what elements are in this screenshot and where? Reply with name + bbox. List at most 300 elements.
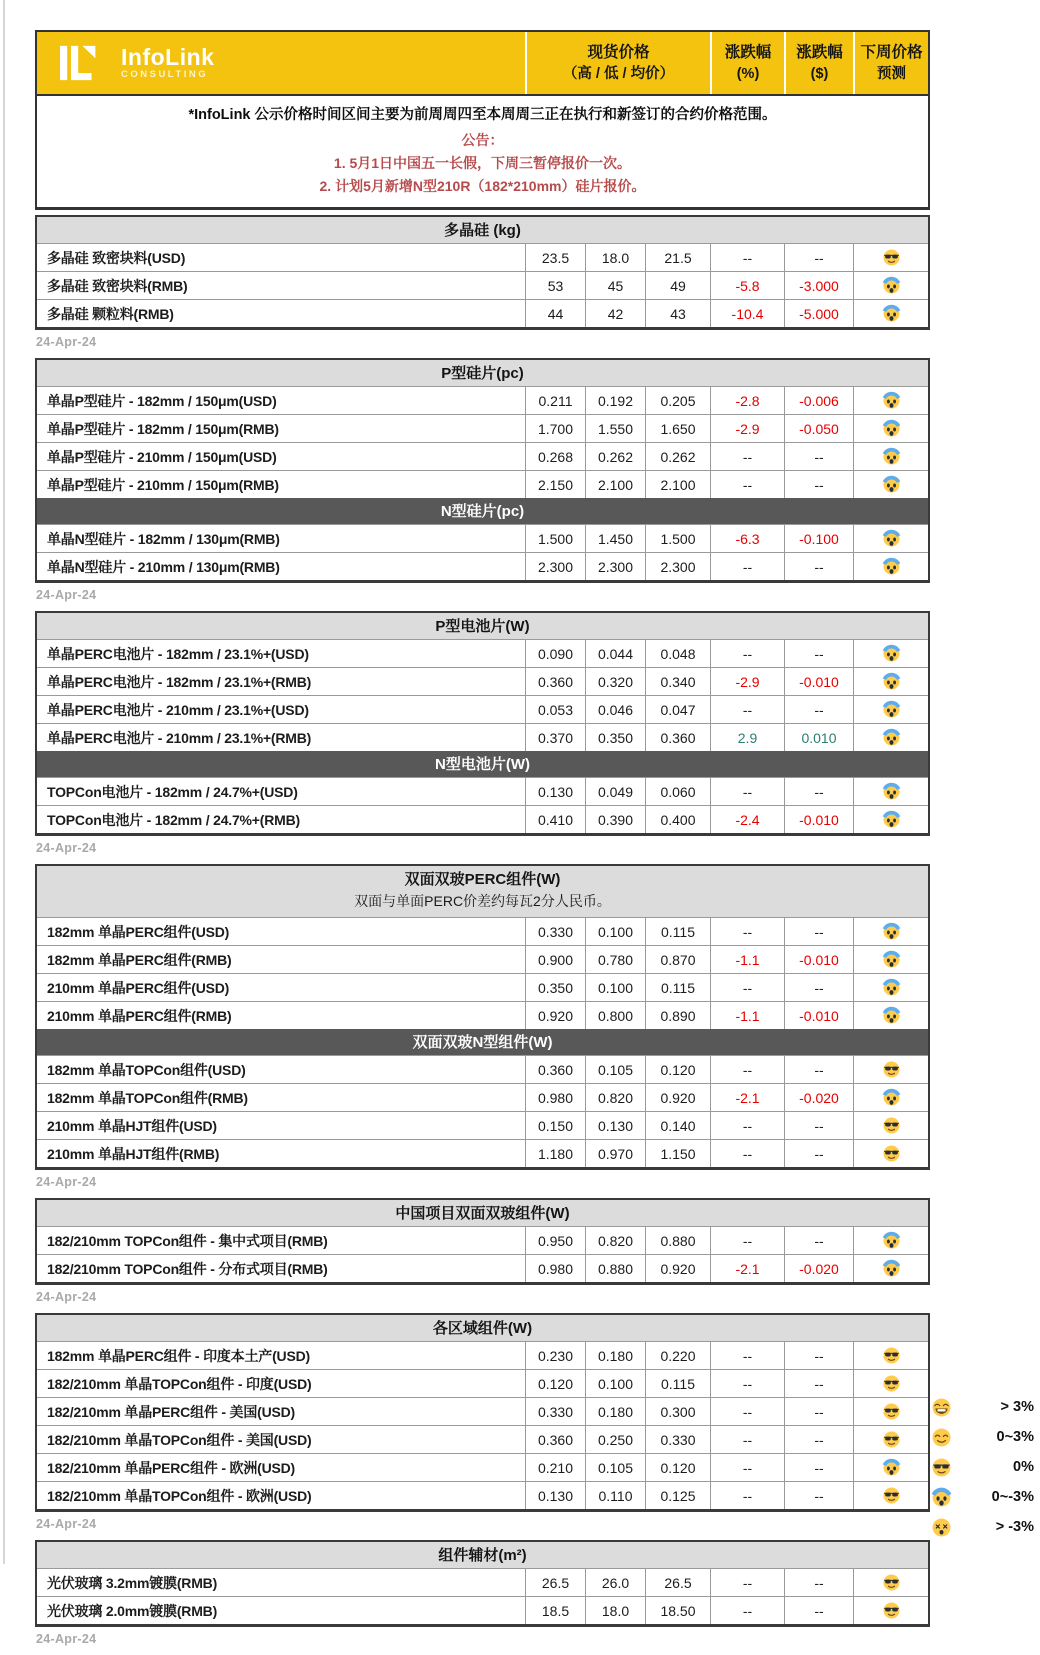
table-row — [37, 1254, 928, 1282]
column-header-change-usd — [784, 32, 853, 94]
forecast-cell — [853, 1255, 928, 1282]
forecast-cell — [853, 1084, 928, 1111]
emoji-scream-icon — [883, 811, 900, 828]
section-header — [37, 1315, 928, 1341]
usd-change-cell: -0.010 — [784, 1002, 853, 1029]
forecast-cell — [853, 806, 928, 833]
avg-price-cell: 0.340 — [645, 668, 710, 695]
section-header — [37, 751, 928, 777]
high-price-cell: 0.211 — [525, 387, 585, 414]
table-row — [37, 777, 928, 805]
low-price-cell: 1.550 — [585, 415, 645, 442]
forecast-cell — [853, 1056, 928, 1083]
low-price-cell: 0.820 — [585, 1227, 645, 1254]
product-label: TOPCon电池片 - 182mm / 24.7%+(RMB) — [47, 811, 300, 828]
high-price-cell: 0.360 — [525, 1426, 585, 1453]
section-date: 24-Apr-24 — [36, 588, 97, 602]
low-price-cell: 0.130 — [585, 1112, 645, 1139]
pct-change-cell: -- — [710, 974, 784, 1001]
usd-change-cell: -0.050 — [784, 415, 853, 442]
legend-label: > -3% — [995, 1519, 1034, 1535]
table-row — [37, 1425, 928, 1453]
emoji-cool-icon — [883, 249, 900, 266]
product-label: 单晶P型硅片 - 210mm / 150μm(RMB) — [47, 476, 279, 493]
forecast-cell — [853, 1112, 928, 1139]
emoji-cool-icon — [883, 1347, 900, 1364]
pct-change-cell: -- — [710, 1112, 784, 1139]
emoji-scream-icon — [883, 392, 900, 409]
column-header-text: （高 / 低 / 均价） — [562, 66, 675, 82]
emoji-cool-icon — [883, 1431, 900, 1448]
product-label: 单晶N型硅片 - 210mm / 130μm(RMB) — [47, 558, 280, 575]
pct-change-cell: -- — [710, 1482, 784, 1509]
section-header — [37, 866, 928, 917]
legend-label: 0% — [1013, 1459, 1034, 1475]
forecast-cell — [853, 778, 928, 805]
high-price-cell: 0.330 — [525, 1398, 585, 1425]
avg-price-cell: 0.870 — [645, 946, 710, 973]
low-price-cell: 0.320 — [585, 668, 645, 695]
pct-change-cell: -1.1 — [710, 1002, 784, 1029]
low-price-cell: 2.300 — [585, 553, 645, 580]
usd-change-cell: -5.000 — [784, 300, 853, 327]
avg-price-cell: 43 — [645, 300, 710, 327]
product-label: 单晶PERC电池片 - 182mm / 23.1%+(USD) — [47, 645, 309, 662]
pct-change-cell: -- — [710, 1398, 784, 1425]
legend-item — [932, 1512, 1034, 1542]
table-row — [37, 805, 928, 833]
avg-price-cell: 0.920 — [645, 1084, 710, 1111]
low-price-cell: 0.100 — [585, 974, 645, 1001]
high-price-cell: 0.150 — [525, 1112, 585, 1139]
forecast-legend — [932, 1392, 1034, 1542]
high-price-cell: 2.300 — [525, 553, 585, 580]
emoji-scream-icon — [883, 1232, 900, 1249]
low-price-cell: 0.100 — [585, 918, 645, 945]
table-row — [37, 1226, 928, 1254]
section-title: 各区域组件(W) — [432, 1320, 533, 1337]
avg-price-cell: 0.920 — [645, 1255, 710, 1282]
low-price-cell: 0.250 — [585, 1426, 645, 1453]
emoji-grin-icon — [932, 1398, 958, 1417]
section-header — [37, 360, 928, 386]
usd-change-cell: -- — [784, 1370, 853, 1397]
usd-change-cell: -- — [784, 244, 853, 271]
pct-change-cell: -1.1 — [710, 946, 784, 973]
emoji-scream-icon — [883, 923, 900, 940]
table-row — [37, 524, 928, 552]
product-label: 182/210mm 单晶PERC组件 - 欧洲(USD) — [47, 1459, 296, 1476]
table-row — [37, 917, 928, 945]
product-label: 210mm 单晶PERC组件(RMB) — [47, 1007, 232, 1024]
low-price-cell: 0.780 — [585, 946, 645, 973]
pct-change-cell: -- — [710, 1342, 784, 1369]
section-header — [37, 1542, 928, 1568]
legend-emoji-wrap — [932, 1518, 958, 1537]
avg-price-cell: 0.890 — [645, 1002, 710, 1029]
product-label: 182mm 单晶PERC组件(USD) — [47, 923, 230, 940]
table-row — [37, 243, 928, 271]
product-label: 光伏玻璃 3.2mm镀膜(RMB) — [47, 1574, 218, 1591]
forecast-cell — [853, 1597, 928, 1624]
section-subtitle: 双面与单面PERC价差约每瓦2分人民币。 — [354, 893, 611, 909]
pct-change-cell: -- — [710, 918, 784, 945]
table-column-header — [37, 32, 928, 94]
emoji-scream-icon — [883, 277, 900, 294]
product-label: 182/210mm TOPCon组件 - 分布式项目(RMB) — [47, 1260, 328, 1277]
table-row — [37, 639, 928, 667]
forecast-cell — [853, 974, 928, 1001]
legend-emoji-wrap — [932, 1398, 958, 1417]
high-price-cell: 1.180 — [525, 1140, 585, 1167]
product-label: 单晶PERC电池片 - 210mm / 23.1%+(USD) — [47, 701, 309, 718]
low-price-cell: 18.0 — [585, 1597, 645, 1624]
high-price-cell: 0.980 — [525, 1084, 585, 1111]
pct-change-cell: -6.3 — [710, 525, 784, 552]
price-block — [35, 611, 930, 836]
forecast-cell — [853, 300, 928, 327]
announcement-line-1: 1. 5月1日中国五一长假，下周三暂停报价一次。 — [333, 155, 632, 171]
usd-change-cell: -- — [784, 1112, 853, 1139]
table-row — [37, 667, 928, 695]
product-label: 单晶N型硅片 - 182mm / 130μm(RMB) — [47, 530, 280, 547]
low-price-cell: 0.110 — [585, 1482, 645, 1509]
forecast-cell — [853, 1426, 928, 1453]
product-label: 210mm 单晶PERC组件(USD) — [47, 979, 230, 996]
emoji-cool-icon — [883, 1145, 900, 1162]
usd-change-cell: -- — [784, 443, 853, 470]
usd-change-cell: -- — [784, 640, 853, 667]
high-price-cell: 0.360 — [525, 668, 585, 695]
section-header — [37, 613, 928, 639]
column-header-forecast — [853, 32, 928, 94]
avg-price-cell: 18.50 — [645, 1597, 710, 1624]
emoji-scream-icon — [883, 476, 900, 493]
avg-price-cell: 1.150 — [645, 1140, 710, 1167]
table-row — [37, 470, 928, 498]
forecast-cell — [853, 1370, 928, 1397]
table-row — [37, 271, 928, 299]
pct-change-cell: -- — [710, 1454, 784, 1481]
low-price-cell: 0.820 — [585, 1084, 645, 1111]
pct-change-cell: -2.9 — [710, 668, 784, 695]
high-price-cell: 0.210 — [525, 1454, 585, 1481]
emoji-scream-icon — [883, 673, 900, 690]
forecast-cell — [853, 1569, 928, 1596]
column-header-text: (%) — [736, 66, 760, 82]
price-section — [35, 1198, 930, 1313]
pct-change-cell: -2.9 — [710, 415, 784, 442]
product-label: 单晶P型硅片 - 210mm / 150μm(USD) — [47, 448, 277, 465]
price-section — [35, 215, 930, 358]
legend-emoji-wrap — [932, 1428, 958, 1447]
usd-change-cell: -- — [784, 1342, 853, 1369]
usd-change-cell: -- — [784, 1398, 853, 1425]
high-price-cell: 1.500 — [525, 525, 585, 552]
avg-price-cell: 2.100 — [645, 471, 710, 498]
pct-change-cell: -- — [710, 640, 784, 667]
low-price-cell: 0.192 — [585, 387, 645, 414]
avg-price-cell: 2.300 — [645, 553, 710, 580]
forecast-cell — [853, 946, 928, 973]
low-price-cell: 0.970 — [585, 1140, 645, 1167]
brand-text — [121, 45, 214, 81]
pct-change-cell: -10.4 — [710, 300, 784, 327]
column-header-text: ($) — [810, 66, 829, 82]
infolink-logo-icon — [53, 42, 111, 84]
forecast-cell — [853, 696, 928, 723]
usd-change-cell: -- — [784, 778, 853, 805]
emoji-scream-icon — [883, 305, 900, 322]
emoji-scream-icon — [883, 645, 900, 662]
brand-subtitle: CONSULTING — [121, 69, 209, 80]
table-row — [37, 695, 928, 723]
forecast-cell — [853, 443, 928, 470]
legend-item — [932, 1482, 1034, 1512]
pct-change-cell: -- — [710, 471, 784, 498]
usd-change-cell: -- — [784, 1140, 853, 1167]
section-title: 双面双玻PERC组件(W) — [404, 871, 561, 888]
emoji-scream-icon — [883, 729, 900, 746]
section-date: 24-Apr-24 — [36, 1290, 97, 1304]
low-price-cell: 0.180 — [585, 1398, 645, 1425]
high-price-cell: 0.370 — [525, 724, 585, 751]
avg-price-cell: 0.220 — [645, 1342, 710, 1369]
sheet-header-block — [35, 30, 930, 210]
forecast-cell — [853, 244, 928, 271]
usd-change-cell: -- — [784, 1482, 853, 1509]
pct-change-cell: -2.1 — [710, 1255, 784, 1282]
table-row — [37, 1083, 928, 1111]
table-row — [37, 1453, 928, 1481]
price-sections — [35, 215, 930, 1655]
avg-price-cell: 1.500 — [645, 525, 710, 552]
high-price-cell: 0.268 — [525, 443, 585, 470]
section-date: 24-Apr-24 — [36, 335, 97, 349]
emoji-smile-icon — [932, 1428, 958, 1447]
announcement-line-2: 2. 计划5月新增N型210R（182*210mm）硅片报价。 — [319, 178, 646, 194]
forecast-cell — [853, 668, 928, 695]
emoji-cool-icon — [883, 1403, 900, 1420]
forecast-cell — [853, 272, 928, 299]
emoji-cool-icon — [883, 1487, 900, 1504]
usd-change-cell: -0.010 — [784, 946, 853, 973]
avg-price-cell: 0.120 — [645, 1056, 710, 1083]
emoji-scream-icon — [883, 448, 900, 465]
section-title: 多晶硅 (kg) — [444, 222, 521, 239]
product-label: 多晶硅 颗粒料(RMB) — [47, 305, 174, 322]
pct-change-cell: -- — [710, 553, 784, 580]
high-price-cell: 0.980 — [525, 1255, 585, 1282]
forecast-cell — [853, 1482, 928, 1509]
usd-change-cell: -- — [784, 1597, 853, 1624]
product-label: 多晶硅 致密块料(RMB) — [47, 277, 188, 294]
usd-change-cell: -- — [784, 1569, 853, 1596]
emoji-cool-icon — [883, 1117, 900, 1134]
low-price-cell: 18.0 — [585, 244, 645, 271]
avg-price-cell: 26.5 — [645, 1569, 710, 1596]
notice-block — [37, 94, 928, 207]
high-price-cell: 0.900 — [525, 946, 585, 973]
price-block — [35, 358, 930, 583]
usd-change-cell: -3.000 — [784, 272, 853, 299]
pct-change-cell: -- — [710, 1569, 784, 1596]
high-price-cell: 0.090 — [525, 640, 585, 667]
emoji-scream-icon — [883, 1260, 900, 1277]
forecast-cell — [853, 1227, 928, 1254]
price-range-disclaimer: *InfoLink 公示价格时间区间主要为前周周四至本周周三正在执行和新签订的合约价格范围。 — [188, 107, 777, 123]
forecast-cell — [853, 415, 928, 442]
pct-change-cell: -2.4 — [710, 806, 784, 833]
usd-change-cell: -- — [784, 471, 853, 498]
section-title: 组件辅材(m²) — [438, 1547, 527, 1564]
emoji-cool-icon — [932, 1458, 958, 1477]
avg-price-cell: 0.205 — [645, 387, 710, 414]
pct-change-cell: -- — [710, 1056, 784, 1083]
low-price-cell: 0.390 — [585, 806, 645, 833]
page-edge-divider — [3, 0, 5, 1564]
usd-change-cell: -0.010 — [784, 668, 853, 695]
emoji-scream-icon — [883, 783, 900, 800]
low-price-cell: 1.450 — [585, 525, 645, 552]
pct-change-cell: -- — [710, 443, 784, 470]
product-label: 182/210mm 单晶TOPCon组件 - 美国(USD) — [47, 1431, 312, 1448]
product-label: 182mm 单晶PERC组件 - 印度本土产(USD) — [47, 1347, 310, 1364]
usd-change-cell: -- — [784, 1056, 853, 1083]
product-label: 光伏玻璃 2.0mm镀膜(RMB) — [47, 1602, 218, 1619]
table-row — [37, 1397, 928, 1425]
product-label: 210mm 单晶HJT组件(USD) — [47, 1117, 217, 1134]
emoji-scream-icon — [932, 1488, 958, 1507]
high-price-cell: 0.350 — [525, 974, 585, 1001]
product-label: 单晶PERC电池片 - 182mm / 23.1%+(RMB) — [47, 673, 312, 690]
table-row — [37, 1596, 928, 1624]
section-title: 双面双玻N型组件(W) — [412, 1034, 553, 1051]
emoji-scream-icon — [883, 558, 900, 575]
low-price-cell: 2.100 — [585, 471, 645, 498]
brand-name: InfoLink — [121, 44, 215, 70]
price-section — [35, 1540, 930, 1655]
legend-label: 0~3% — [996, 1429, 1034, 1445]
section-header — [37, 1029, 928, 1055]
price-block — [35, 1313, 930, 1512]
high-price-cell: 0.360 — [525, 1056, 585, 1083]
usd-change-cell: 0.010 — [784, 724, 853, 751]
table-row — [37, 723, 928, 751]
column-header-text: 下周价格 — [860, 44, 923, 61]
product-label: 210mm 单晶HJT组件(RMB) — [47, 1145, 220, 1162]
table-row — [37, 386, 928, 414]
high-price-cell: 0.230 — [525, 1342, 585, 1369]
avg-price-cell: 0.048 — [645, 640, 710, 667]
product-label: 多晶硅 致密块料(USD) — [47, 249, 186, 266]
section-title: P型硅片(pc) — [441, 365, 524, 382]
forecast-cell — [853, 553, 928, 580]
section-header — [37, 217, 928, 243]
section-title: N型电池片(W) — [435, 756, 530, 773]
low-price-cell: 42 — [585, 300, 645, 327]
avg-price-cell: 0.400 — [645, 806, 710, 833]
high-price-cell: 44 — [525, 300, 585, 327]
emoji-cool-icon — [883, 1574, 900, 1591]
table-row — [37, 442, 928, 470]
avg-price-cell: 0.300 — [645, 1398, 710, 1425]
forecast-cell — [853, 640, 928, 667]
legend-item — [932, 1392, 1034, 1422]
avg-price-cell: 49 — [645, 272, 710, 299]
table-row — [37, 299, 928, 327]
high-price-cell: 18.5 — [525, 1597, 585, 1624]
usd-change-cell: -- — [784, 974, 853, 1001]
product-label: 182/210mm 单晶TOPCon组件 - 印度(USD) — [47, 1375, 312, 1392]
usd-change-cell: -0.020 — [784, 1084, 853, 1111]
emoji-dizzy-icon — [932, 1518, 958, 1537]
table-row — [37, 1001, 928, 1029]
price-sheet-table — [35, 30, 930, 1655]
usd-change-cell: -- — [784, 918, 853, 945]
emoji-scream-icon — [883, 530, 900, 547]
section-header — [37, 498, 928, 524]
section-date: 24-Apr-24 — [36, 1175, 97, 1189]
pct-change-cell: 2.9 — [710, 724, 784, 751]
legend-emoji-wrap — [932, 1458, 958, 1477]
product-label: 182/210mm 单晶PERC组件 - 美国(USD) — [47, 1403, 296, 1420]
column-header-change-pct — [710, 32, 784, 94]
price-section — [35, 358, 930, 611]
avg-price-cell: 21.5 — [645, 244, 710, 271]
forecast-cell — [853, 1140, 928, 1167]
column-header-text: 涨跌幅 — [796, 44, 843, 61]
high-price-cell: 53 — [525, 272, 585, 299]
legend-label: > 3% — [1000, 1399, 1034, 1415]
pct-change-cell: -- — [710, 696, 784, 723]
high-price-cell: 26.5 — [525, 1569, 585, 1596]
price-section — [35, 611, 930, 864]
avg-price-cell: 0.880 — [645, 1227, 710, 1254]
pct-change-cell: -2.8 — [710, 387, 784, 414]
low-price-cell: 0.100 — [585, 1370, 645, 1397]
emoji-cool-icon — [883, 1602, 900, 1619]
low-price-cell: 0.105 — [585, 1056, 645, 1083]
high-price-cell: 23.5 — [525, 244, 585, 271]
emoji-scream-icon — [883, 979, 900, 996]
pct-change-cell: -- — [710, 1370, 784, 1397]
table-row — [37, 1055, 928, 1083]
low-price-cell: 0.262 — [585, 443, 645, 470]
pct-change-cell: -- — [710, 1426, 784, 1453]
low-price-cell: 0.880 — [585, 1255, 645, 1282]
column-header-text: 预测 — [877, 66, 906, 82]
low-price-cell: 0.800 — [585, 1002, 645, 1029]
table-row — [37, 1568, 928, 1596]
legend-item — [932, 1452, 1034, 1482]
product-label: TOPCon电池片 - 182mm / 24.7%+(USD) — [47, 783, 298, 800]
forecast-cell — [853, 525, 928, 552]
table-row — [37, 414, 928, 442]
forecast-cell — [853, 1002, 928, 1029]
low-price-cell: 0.049 — [585, 778, 645, 805]
emoji-scream-icon — [883, 1089, 900, 1106]
high-price-cell: 0.410 — [525, 806, 585, 833]
section-date: 24-Apr-24 — [36, 1632, 97, 1646]
product-label: 182mm 单晶PERC组件(RMB) — [47, 951, 232, 968]
high-price-cell: 0.920 — [525, 1002, 585, 1029]
product-label: 182/210mm 单晶TOPCon组件 - 欧洲(USD) — [47, 1487, 312, 1504]
legend-emoji-wrap — [932, 1488, 958, 1507]
usd-change-cell: -0.010 — [784, 806, 853, 833]
low-price-cell: 0.046 — [585, 696, 645, 723]
pct-change-cell: -- — [710, 244, 784, 271]
